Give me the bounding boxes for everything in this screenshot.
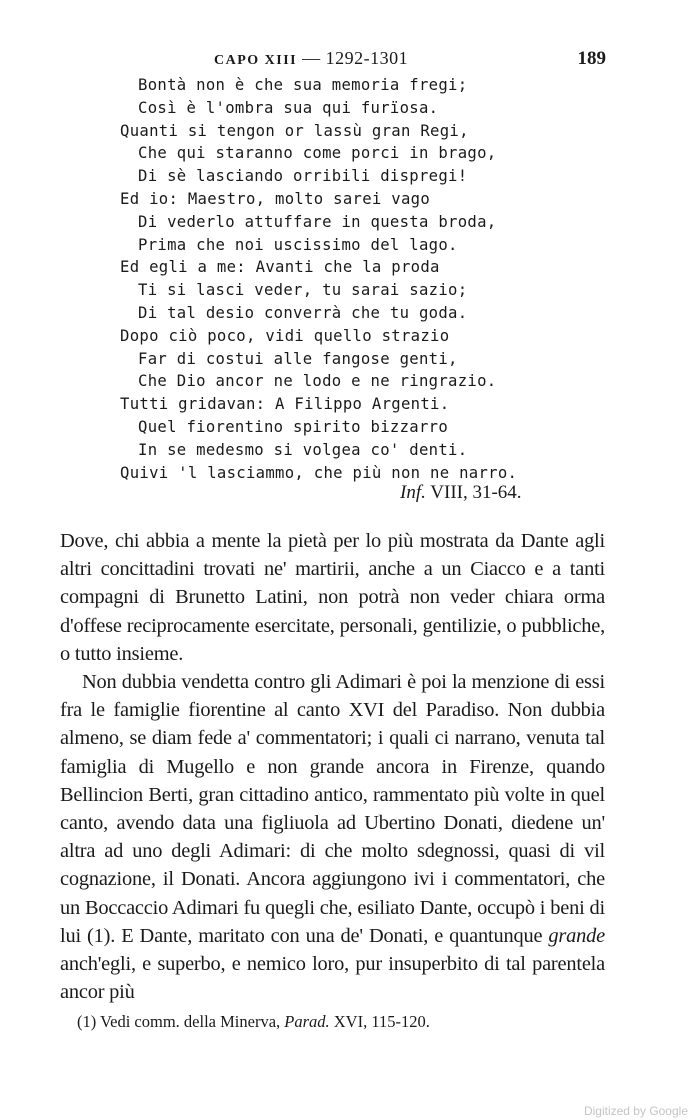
paragraph-2-emphasis: grande xyxy=(548,924,605,947)
page-header xyxy=(0,48,700,74)
chapter-dates: — 1292-1301 xyxy=(302,48,409,68)
footnote-reference: XVI, 115-120. xyxy=(333,1012,430,1031)
verse-line: Che qui staranno come porci in brago, xyxy=(138,144,497,163)
verse-line: Ti si lasci veder, tu sarai sazio; xyxy=(138,281,468,300)
verse-line: Così è l'ombra sua qui furïosa. xyxy=(138,98,439,117)
paragraph-1: Dove, chi abbia a mente la pietà per lo più mostrata da Dante agli altri concittadini trovati ne' martirii, anche a un Ciacco e a tanti compagni di Brunetto Latini, non potrà non veder chiara orma d'offese reciprocamente esercitate, personali, gentilizie, o pubbliche, o tutto insieme. xyxy=(60,530,605,665)
footnote-text: (1) Vedi comm. della Minerva, xyxy=(77,1012,281,1031)
verse-line: Di tal desio converrà che tu goda. xyxy=(138,303,468,322)
citation-reference: VIII, 31-64. xyxy=(430,482,522,503)
running-head xyxy=(214,48,408,69)
chapter-label: CAPO XIII xyxy=(214,53,298,68)
page-number: 189 xyxy=(577,48,606,69)
verse-line: Tutti gridavan: A Filippo Argenti. xyxy=(120,395,450,414)
verse-line: Far di costui alle fangose genti, xyxy=(138,349,458,368)
digitization-watermark: Digitized by Google xyxy=(583,1104,688,1118)
paragraph-2-part-1: Non dubbia vendetta contro gli Adimari è poi la menzione di essi fra le famiglie fiorentine al canto XVI del Paradiso. Non dubbia almeno, se diam fede a' commentatori; i quali ci narrano, venuta tal famiglia di Mugello e non grande ancora in Firenze, quando Bellincion Berti, gran cittadino antico, rammentato più volte in quel canto, avendo data una figliuola ad Ubertino Donati, diedene un' altra ad uno degli Adimari: di che molto sdegnossi, quasi di vil cognazione, il Donati. Ancora aggiungono ivi i commentatori, che un Boccaccio Adimari fu quegli che, esiliato Dante, occupò i beni di lui (1). E Dante, maritato con una de' Donati, e quantunque xyxy=(60,671,605,947)
citation-work: Inf. xyxy=(400,482,426,503)
verse-line: Dopo ciò poco, vidi quello strazio xyxy=(120,326,450,345)
footnote-work: Parad. xyxy=(284,1012,330,1031)
verse-line: Di sè lasciando orribili dispregi! xyxy=(138,167,468,186)
body-text xyxy=(60,527,605,1006)
paragraph-2 xyxy=(60,668,605,1006)
verse-line: Bontà non è che sua memoria fregi; xyxy=(138,76,468,94)
verse-citation xyxy=(400,482,522,504)
verse-line: Quel fiorentino spirito bizzarro xyxy=(138,417,449,436)
footnote xyxy=(77,1012,430,1032)
verse-line: Prima che noi uscissimo del lago. xyxy=(138,235,458,254)
verse-line: Di vederlo attuffare in questa broda, xyxy=(138,212,497,231)
verse-line: Ed io: Maestro, molto sarei vago xyxy=(120,189,431,208)
verse-quotation xyxy=(120,74,540,484)
verse-line: Quanti si tengon or lassù gran Regi, xyxy=(120,121,469,140)
verse-line: In se medesmo si volgea co' denti. xyxy=(138,440,468,459)
verse-line: Ed egli a me: Avanti che la proda xyxy=(120,258,440,277)
verse-line: Quivi 'l lasciammo, che più non ne narro. xyxy=(120,463,518,482)
verse-line: Che Dio ancor ne lodo e ne ringrazio. xyxy=(138,372,497,391)
paragraph-2-part-2: anch'egli, e superbo, e nemico loro, pur insuperbito di tal parentela ancor più xyxy=(60,953,605,1004)
